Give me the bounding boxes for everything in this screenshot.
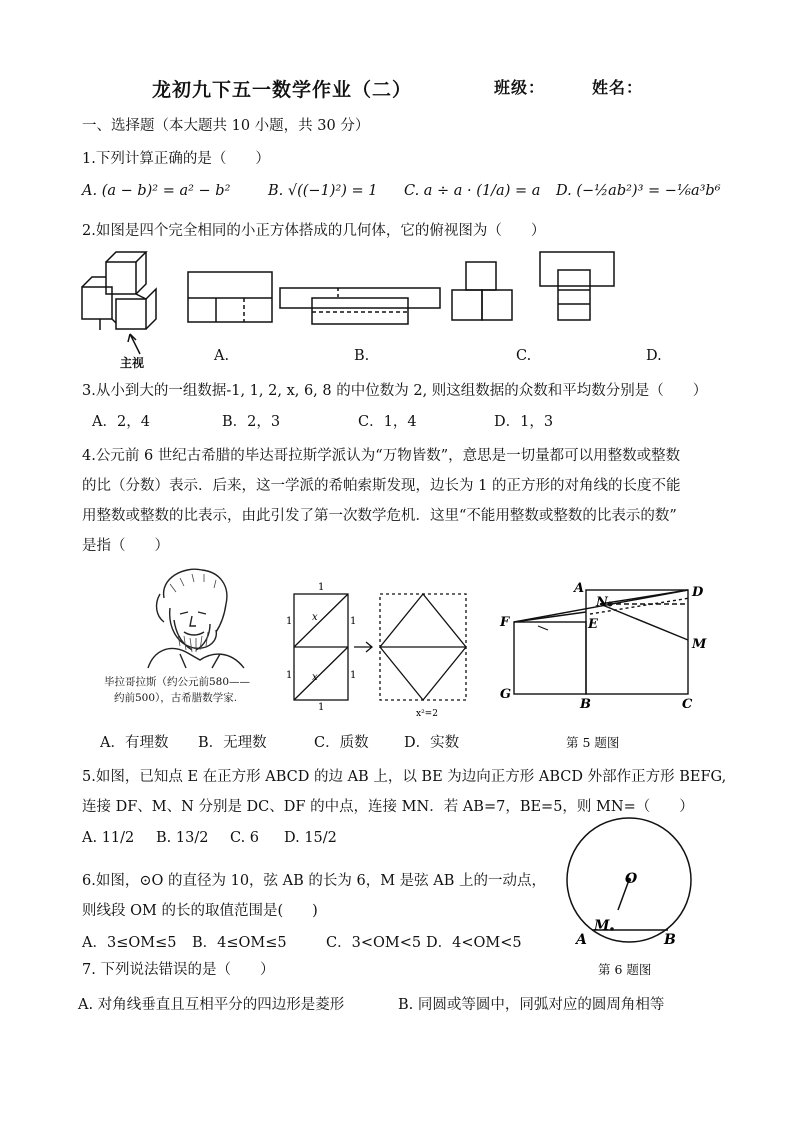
fig-bottom-one: 1 — [318, 702, 325, 713]
section-heading: 一、选择题（本大题共 10 小题，共 30 分） — [82, 118, 370, 134]
q6-option-c: C．3<OM<5 — [326, 935, 422, 951]
label-b: B — [580, 697, 591, 712]
q3-option-d: D．1，3 — [494, 414, 554, 430]
fig-right-one-b: 1 — [350, 670, 357, 681]
q1-option-d: D. (−½ab²)³ = −⅙a³b⁶ — [556, 183, 721, 199]
label-b6: B — [664, 932, 676, 948]
label-g: G — [500, 687, 512, 702]
q4-line-2: 的比（分数）表示．后来，这一学派的希帕索斯发现，边长为 1 的正方形的对角线的长度不能 — [82, 478, 681, 494]
q3-option-b: B．2，3 — [222, 414, 281, 430]
q6-line-2: 则线段 OM 的长的取值范围是( ) — [82, 903, 318, 919]
label-e: E — [588, 617, 598, 632]
q4-line-3: 用整数或整数的比表示，由此引发了第一次数学危机．这里“不能用整数或整数的比表示的数” — [82, 508, 677, 524]
q6-fig-caption: 第 6 题图 — [598, 962, 652, 977]
label-d: D — [692, 585, 704, 600]
q6-option-a: A．3≤OM≤5 — [82, 935, 177, 951]
label-a6: A — [576, 932, 587, 948]
q7-option-b: B. 同圆或等圆中，同弧对应的圆周角相等 — [398, 997, 665, 1013]
label-a: A — [574, 581, 585, 596]
q2-stem: 2.如图是四个完全相同的小正方体搭成的几何体，它的俯视图为（ ） — [82, 223, 546, 239]
q6-option-d: D．4<OM<5 — [426, 935, 522, 951]
q2-label-b: B. — [354, 348, 370, 364]
q4-option-b: B．无理数 — [198, 735, 267, 751]
q1-stem: 1.下列计算正确的是（ ） — [82, 151, 270, 167]
fig-top-one: 1 — [318, 582, 325, 593]
label-m6: M — [594, 918, 610, 934]
fig-right-one-a: 1 — [350, 616, 357, 627]
q5-line-2: 连接 DF、M、N 分别是 DC、DF 的中点，连接 MN．若 AB=7，BE=5，则 MN=（ ） — [82, 799, 694, 815]
q2-label-c: C. — [516, 348, 532, 364]
q2-view-label: 主视 — [120, 356, 145, 370]
portrait-caption-1: 毕拉哥拉斯（约公元前580—— — [104, 676, 251, 688]
q6-line-1: 6.如图，⊙O 的直径为 10，弦 AB 的长为 6，M 是弦 AB 上的一动点， — [82, 873, 547, 889]
fig-x2: x²=2 — [416, 709, 438, 719]
q5-option-b: B. 13/2 — [156, 830, 209, 846]
q3-option-a: A．2，4 — [92, 414, 150, 430]
q1-option-b: B. √((−1)²) = 1 — [268, 183, 378, 199]
q4-line-1: 4.公元前 6 世纪古希腊的毕达哥拉斯学派认为“万物皆数”，意思是一切量都可以用整数或整数 — [82, 448, 681, 464]
fig-x-b: x — [312, 672, 318, 683]
q6-option-b: B．4≤OM≤5 — [192, 935, 287, 951]
fig-x-a: x — [312, 612, 318, 623]
q1-option-c: C. a ÷ a · (1/a) = a — [404, 183, 541, 199]
q4-option-a: A．有理数 — [100, 735, 169, 751]
label-m: M — [692, 637, 707, 652]
label-n: N — [596, 595, 608, 610]
q4-option-c: C．质数 — [314, 735, 369, 751]
class-label: 班级： — [494, 78, 546, 97]
q3-option-c: C．1，4 — [358, 414, 417, 430]
q4-line-4: 是指（ ） — [82, 538, 169, 554]
q2-label-d: D. — [646, 348, 662, 364]
q5-option-d: D. 15/2 — [284, 830, 337, 846]
fig-left-one-b: 1 — [286, 670, 293, 681]
q4-option-d: D．实数 — [404, 735, 460, 751]
q1-option-a: A. (a − b)² = a² − b² — [82, 183, 231, 199]
q5-fig-caption: 第 5 题图 — [566, 735, 620, 750]
label-f: F — [500, 615, 510, 630]
q7-stem: 7. 下列说法错误的是（ ） — [82, 962, 275, 978]
q5-option-a: A. 11/2 — [82, 830, 135, 846]
portrait-caption-2: 约前500），古希腊数学家. — [114, 692, 238, 704]
q5-option-c: C. 6 — [230, 830, 260, 846]
q7-option-a: A. 对角线垂直且互相平分的四边形是菱形 — [78, 997, 345, 1013]
label-o: O — [625, 871, 638, 887]
q3-stem: 3.从小到大的一组数据-1, 1, 2, x, 6, 8 的中位数为 2, 则这组数据的众数和平均数分别是（ ） — [82, 383, 708, 399]
q5-line-1: 5.如图，已知点 E 在正方形 ABCD 的边 AB 上，以 BE 为边向正方形 ABCD 外部作正方形 BEFG, — [82, 769, 727, 785]
q2-label-a: A. — [214, 348, 230, 364]
page-title: 龙初九下五一数学作业（二） — [152, 79, 413, 101]
fig-left-one-a: 1 — [286, 616, 293, 627]
name-label: 姓名： — [592, 78, 644, 97]
label-c: C — [682, 697, 693, 712]
